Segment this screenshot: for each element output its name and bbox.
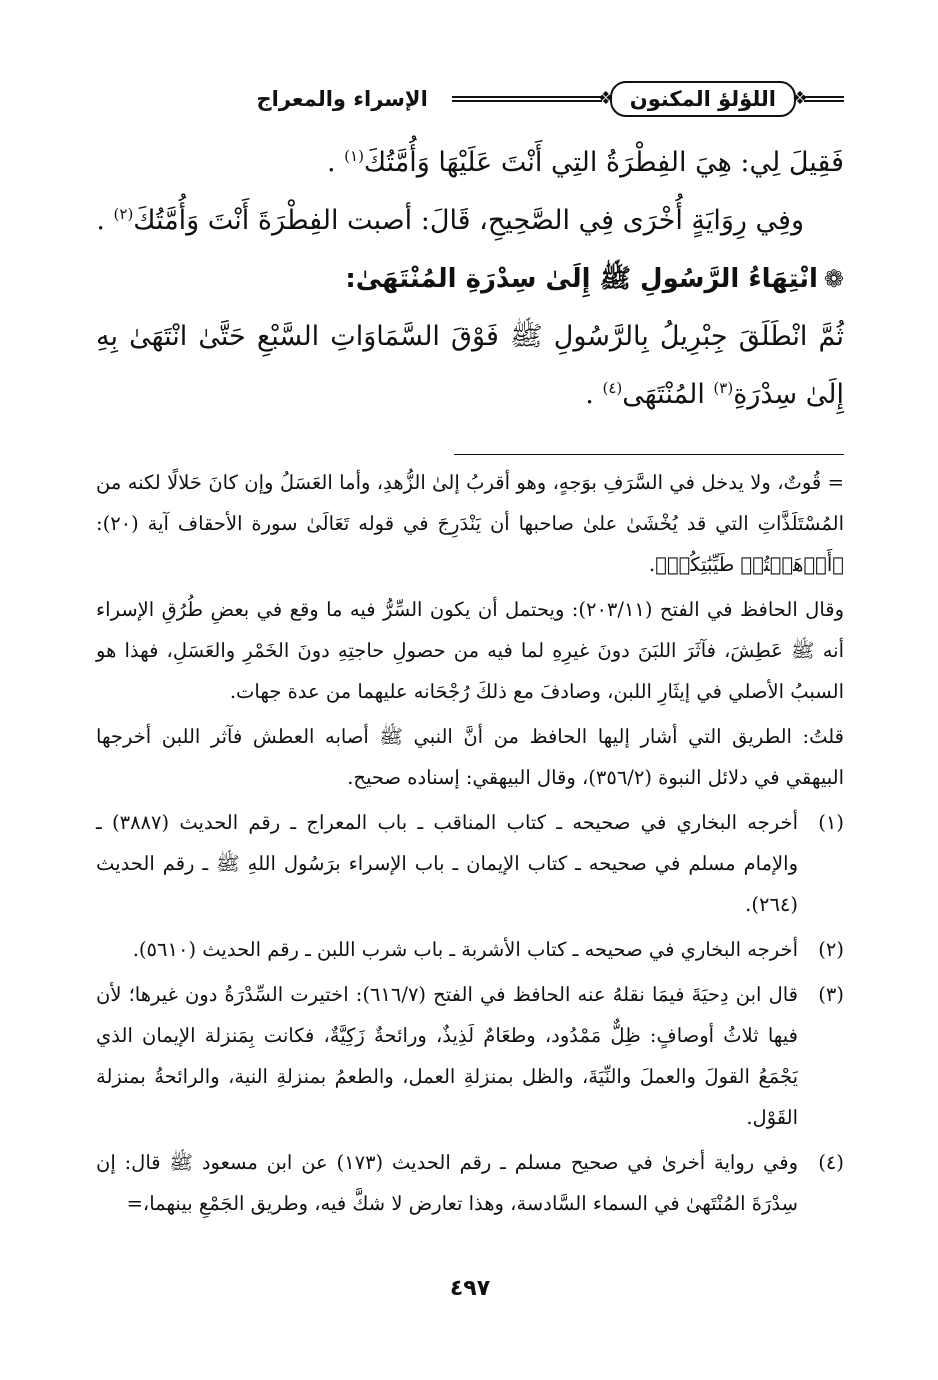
header-rule-right bbox=[804, 96, 844, 102]
footnote-2-text: أخرجه البخاري في صحيحه ـ كتاب الأشربة ـ باب شرب اللبن ـ رقم الحديث (٥٦١٠). bbox=[132, 938, 798, 961]
footnote-continuation-3: قلتُ: الطريق التي أشار إليها الحافظ من أنَّ النبي ﷺ أصابه العطش فآثر اللبن أخرجها البيهقي في دلائل النبوة (٣٥٦/٢)، وقال البيهقي: إسناده صحيح. bbox=[96, 725, 844, 789]
footnote-ref-1[interactable]: (١) bbox=[344, 147, 364, 165]
footnote-continuation-2: وقال الحافظ في الفتح (٢٠٣/١١): ويحتمل أن يكون السِّرُّ فيه ما وقع في بعضِ طُرُقِ الإسراء أنه ﷺ عَطِشَ، فآثَرَ اللبَنَ دونَ غيرِهِ لما فيه من حصولِ حاجتِهِ دونَ الخَمْرِ والعَسَلِ، فهذا هو السببُ الأصلي في إيثَارِ اللبن، وصادفَ مع ذلكَ رُجْحَانه عليهما من عدة جهات. bbox=[96, 598, 844, 703]
footnote-ref-3[interactable]: (٣) bbox=[713, 379, 734, 397]
paragraph-2: وفِي رِوَايَةٍ أُخْرَى فِي الصَّحِيحِ، قَالَ: أصبت الفِطْرَةَ أَنْتَ وَأُمَّتُكَ$^{(٢)}$ . bbox=[96, 205, 804, 236]
footnote-1-text: أخرجه البخاري في صحيحه ـ كتاب المناقب ـ باب المعراج ـ رقم الحديث (٣٨٨٧) ـ والإمام مسلم في صحيحه ـ كتاب الإيمان ـ باب الإسراء برَسُول اللهِ ﷺ ـ رقم الحديث (٢٦٤). bbox=[96, 811, 798, 916]
page-number: ٤٩٧ bbox=[449, 1276, 491, 1301]
footnote-3 bbox=[96, 974, 844, 1138]
chapter-title: الإسراء والمعراج bbox=[256, 87, 428, 111]
running-header bbox=[96, 76, 844, 122]
footnotes bbox=[96, 462, 844, 1224]
footnote-1-number: (١) bbox=[818, 811, 844, 834]
footnote-ref-4[interactable]: (٤) bbox=[602, 379, 623, 397]
main-text bbox=[96, 134, 844, 424]
book-title: ❖ اللؤلؤ المكنون ❖ bbox=[610, 81, 796, 117]
footnote-continuation-1: = قُوتٌ، ولا يدخل في السَّرَفِ بوَجهٍ، وهو أقربُ إلىٰ الزُّهدِ، وأما العَسَلُ وإن كانَ حَلالًا لكنه من المُسْتَلَذَّاتِ التي قد يُخْشَىٰ علىٰ صاحبها أن يَنْدَرِجَ في قوله تَعَالَىٰ سورة الأحقاف آية (٢٠): ﴿أَذۡهَبۡتُمۡ طَيِّبَٰتِكُمۡ﴾. bbox=[96, 471, 844, 576]
footnote-ref-2[interactable]: (٢) bbox=[113, 205, 134, 223]
book-page bbox=[96, 58, 844, 1338]
footnote-4 bbox=[96, 1142, 844, 1224]
footnote-2-number: (٢) bbox=[818, 938, 844, 961]
footnote-4-number: (٤) bbox=[818, 1151, 844, 1174]
footnote-3-text: قال ابن دِحيَةَ فيمَا نقلهُ عنه الحافظ في الفتح (٦١٦/٧): اختيرت السِّدْرَةُ دون غيرها؛ لأن فيها ثلاثُ أوصافٍ: ظِلٌّ مَمْدُود، وطعَامٌ لَذِيذٌ، ورائحةٌ زَكِيَّةٌ، فكانت بِمَنزلة الإيمان الذي يَجْمَعُ القولَ والعملَ والنِّيَةَ، والظل بمنزلةِ العمل، والطعمُ بمنزلةِ النية، والرائحةُ بمنزلة القَوْل. bbox=[96, 983, 798, 1129]
footnote-separator bbox=[454, 454, 844, 455]
paragraph-3: ثُمَّ انْطَلَقَ جِبْرِيلُ بِالرَّسُولِ ﷺ فَوْقَ السَّمَاوَاتِ السَّبْعِ حَتَّىٰ انْتَهَىٰ بِهِ إِلَىٰ سِدْرَةِ$^{(٣)}$ المُنْتَهَى$^{(٤)}$ . bbox=[96, 321, 844, 410]
footnote-2 bbox=[96, 929, 844, 970]
paragraph-1: فَقِيلَ لِي: هِيَ الفِطْرَةُ التِي أَنْتَ عَلَيْهَا وَأُمَّتُكَ$^{(١)}$ . bbox=[326, 147, 844, 178]
footnote-3-number: (٣) bbox=[818, 983, 844, 1006]
footnote-1 bbox=[96, 802, 844, 925]
flower-ornament-icon: ❁ bbox=[823, 265, 844, 293]
header-rule-middle bbox=[452, 96, 602, 102]
section-heading: ❁انْتِهَاءُ الرَّسُولِ ﷺ إِلَىٰ سِدْرَةِ المُنْتَهَىٰ: bbox=[345, 264, 844, 294]
footnote-4-text: وفي رواية أخرىٰ في صحيح مسلم ـ رقم الحديث (١٧٣) عن ابن مسعود ﷺ قال: إن سِدْرَةَ المُنْتَهىٰ في السماء السَّادسة، وهذا تعارض لا شكَّ فيه، وطريق الجَمْعِ بينهما،= bbox=[96, 1151, 798, 1215]
